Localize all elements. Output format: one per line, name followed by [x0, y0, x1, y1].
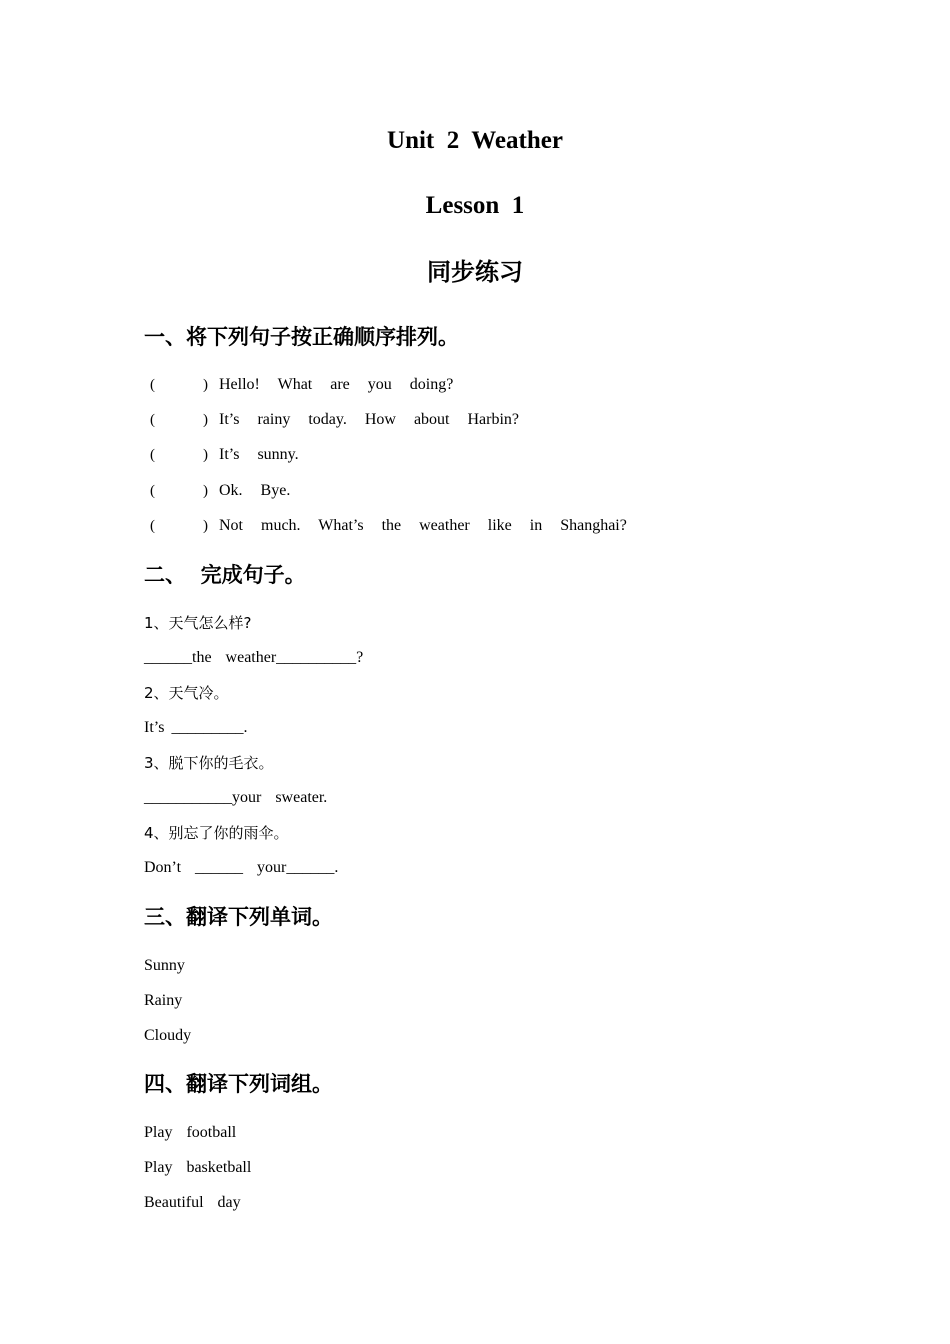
section3-heading: 三、翻译下列单词。 — [144, 905, 333, 929]
answer-paren-close: ) — [203, 483, 208, 499]
fill-in-sentence: ___________your sweater. — [144, 789, 328, 806]
fill-in-sentence: ______the weather__________? — [144, 649, 364, 666]
sentence-prompt: 1、天气怎么样? — [144, 614, 252, 632]
section4-heading: 四、翻译下列词组。 — [144, 1072, 333, 1096]
answer-paren-open: ( — [150, 412, 155, 428]
order-sentence: It’s rainy today. How about Harbin? — [219, 411, 520, 428]
answer-paren-close: ) — [203, 377, 208, 393]
answer-paren-open: ( — [150, 518, 155, 534]
lesson-title: Lesson 1 — [425, 192, 525, 219]
word-item: Sunny — [144, 957, 185, 974]
subtitle: 同步练习 — [427, 258, 523, 286]
page-title: Unit 2 Weather — [387, 127, 563, 154]
sentence-prompt: 2、天气冷。 — [144, 684, 229, 702]
phrase-item: Beautiful day — [144, 1194, 241, 1211]
order-sentence: Ok. Bye. — [219, 482, 291, 499]
answer-paren-open: ( — [150, 447, 155, 463]
order-sentence: Not much. What’s the weather like in Shanghai? — [219, 517, 627, 534]
fill-in-sentence: It’s _________. — [144, 719, 248, 736]
fill-in-sentence: Don’t ______ your______. — [144, 859, 339, 876]
sentence-prompt: 4、别忘了你的雨伞。 — [144, 824, 289, 842]
phrase-item: Play basketball — [144, 1159, 252, 1176]
word-item: Cloudy — [144, 1027, 192, 1044]
order-sentence: Hello! What are you doing? — [219, 376, 454, 393]
section2-heading: 二、 完成句子。 — [144, 563, 306, 587]
answer-paren-close: ) — [203, 447, 208, 463]
section1-heading: 一、将下列句子按正确顺序排列。 — [144, 325, 459, 349]
answer-paren-open: ( — [150, 377, 155, 393]
answer-paren-open: ( — [150, 483, 155, 499]
sentence-prompt: 3、脱下你的毛衣。 — [144, 754, 274, 772]
answer-paren-close: ) — [203, 412, 208, 428]
word-item: Rainy — [144, 992, 183, 1009]
answer-paren-close: ) — [203, 518, 208, 534]
phrase-item: Play football — [144, 1124, 237, 1141]
order-sentence: It’s sunny. — [219, 446, 299, 463]
